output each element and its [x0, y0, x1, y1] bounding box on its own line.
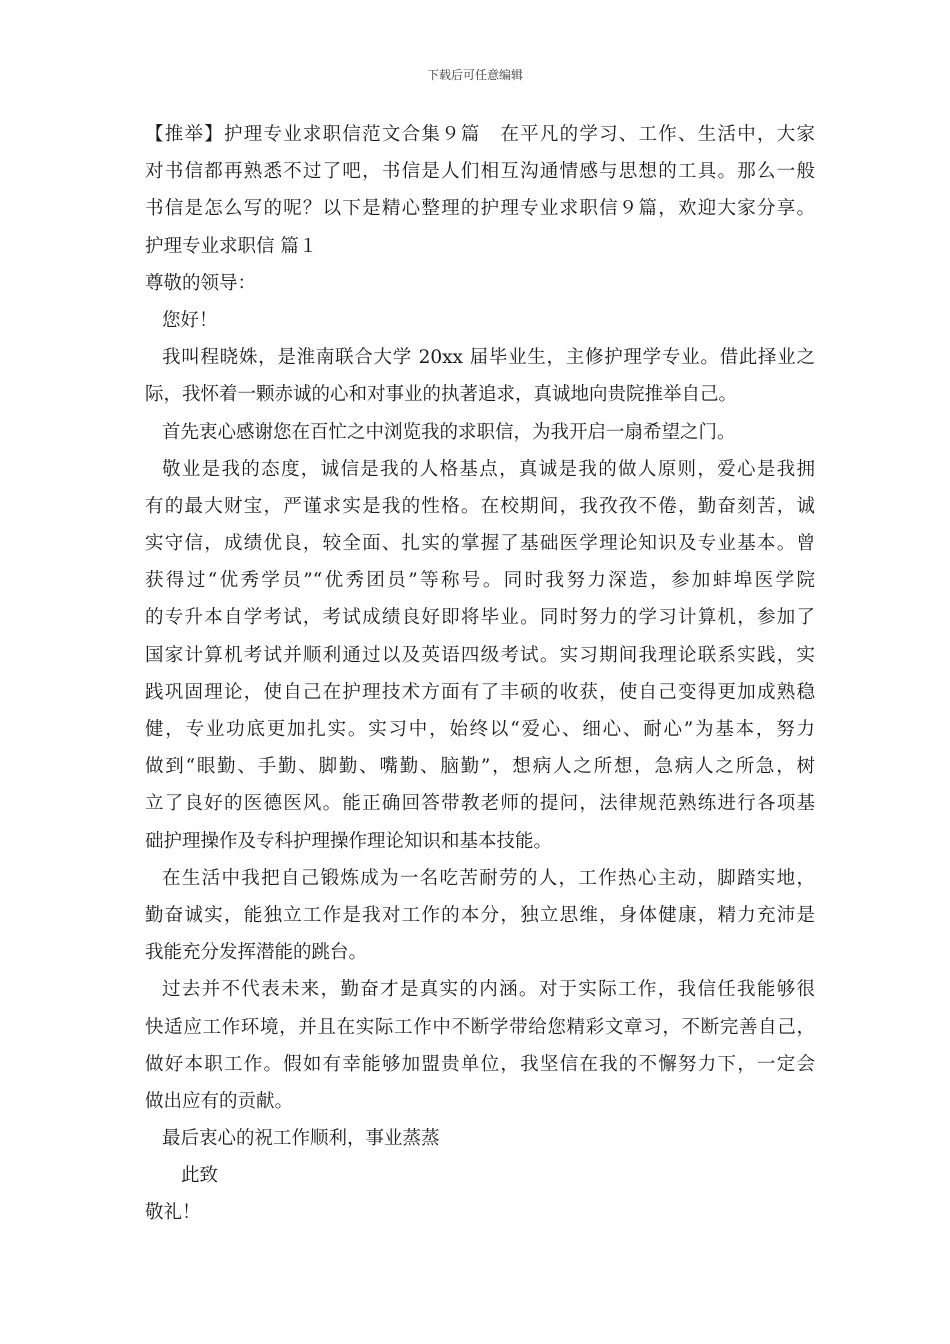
- text-line: 过去并不代表未来，勤奋才是真实的内涵。对于实际工作，我信任我能够很: [162, 979, 815, 1001]
- text-line: 国家计算机考试并顺利通过以及英语四级考试。实习期间我理论联系实践，实: [145, 644, 815, 666]
- text-line: 此致: [181, 1165, 219, 1187]
- text-line: 做好本职工作。假如有幸能够加盟贵单位，我坚信在我的不懈努力下，一定会: [145, 1053, 815, 1075]
- text-line: 对书信都再熟悉不过了吧，书信是人们相互沟通情感与思想的工具。那么一般: [145, 161, 815, 183]
- text-line: 际，我怀着一颗赤诚的心和对事业的执著追求，真诚地向贵院推举自己。: [145, 384, 738, 406]
- document-body: [145, 116, 815, 1232]
- text-line: 您好！: [162, 309, 218, 331]
- text-line: 获得过“优秀学员”“优秀团员”等称号。同时我努力深造，参加蚌埠医学院: [145, 570, 815, 592]
- text-line: 最后衷心的祝工作顺利，事业蒸蒸: [162, 1128, 440, 1150]
- text-line: 我能充分发挥潜能的跳台。: [145, 942, 368, 964]
- text-line: 的专升本自学考试，考试成绩良好即将毕业。同时努力的学习计算机，参加了: [145, 607, 815, 629]
- text-line: 尊敬的领导：: [145, 272, 257, 294]
- text-line: 快适应工作环境，并且在实际工作中不断学带给您精彩文章习，不断完善自己，: [145, 1016, 815, 1038]
- text-line: 护理专业求职信 篇１: [145, 235, 318, 257]
- text-line: 做出应有的贡献。: [145, 1090, 294, 1112]
- text-line: 立了良好的医德医风。能正确回答带教老师的提问，法律规范熟练进行各项基: [145, 793, 815, 815]
- text-line: 在生活中我把自己锻炼成为一名吃苦耐劳的人，工作热心主动，脚踏实地，: [162, 867, 815, 889]
- text-line: 实守信，成绩优良，较全面、扎实的掌握了基础医学理论知识及专业基本。曾: [145, 533, 815, 555]
- header-note: 下载后可任意编辑: [426, 68, 523, 82]
- text-line: 敬礼！: [145, 1202, 201, 1224]
- text-line: 我叫程晓姝，是淮南联合大学 20xx 届毕业生，主修护理学专业。借此择业之: [162, 347, 815, 369]
- text-line: 首先衷心感谢您在百忙之中浏览我的求职信，为我开启一扇希望之门。: [162, 421, 736, 443]
- text-line: 践巩固理论，使自己在护理技术方面有了丰硕的收获，使自己变得更加成熟稳: [145, 681, 815, 703]
- text-line: 础护理操作及专科护理操作理论知识和基本技能。: [145, 830, 553, 852]
- text-line: 有的最大财宝，严谨求实是我的性格。在校期间，我孜孜不倦，勤奋刻苦，诚: [145, 495, 815, 517]
- text-line: 【推举】护理专业求职信范文合集９篇 在平凡的学习、工作、生活中，大家: [145, 124, 815, 145]
- text-line: 勤奋诚实，能独立工作是我对工作的本分，独立思维，身体健康，精力充沛是: [145, 904, 815, 926]
- text-line: 健，专业功底更加扎实。实习中，始终以“爱心、细心、耐心”为基本，努力: [145, 719, 815, 740]
- text-line: 书信是怎么写的呢？以下是精心整理的护理专业求职信９篇，欢迎大家分享。: [145, 198, 815, 220]
- text-line: 做到“眼勤、手勤、脚勤、嘴勤、脑勤”，想病人之所想，急病人之所急，树: [145, 756, 815, 778]
- text-line: 敬业是我的态度，诚信是我的人格基点，真诚是我的做人原则，爱心是我拥: [162, 458, 815, 480]
